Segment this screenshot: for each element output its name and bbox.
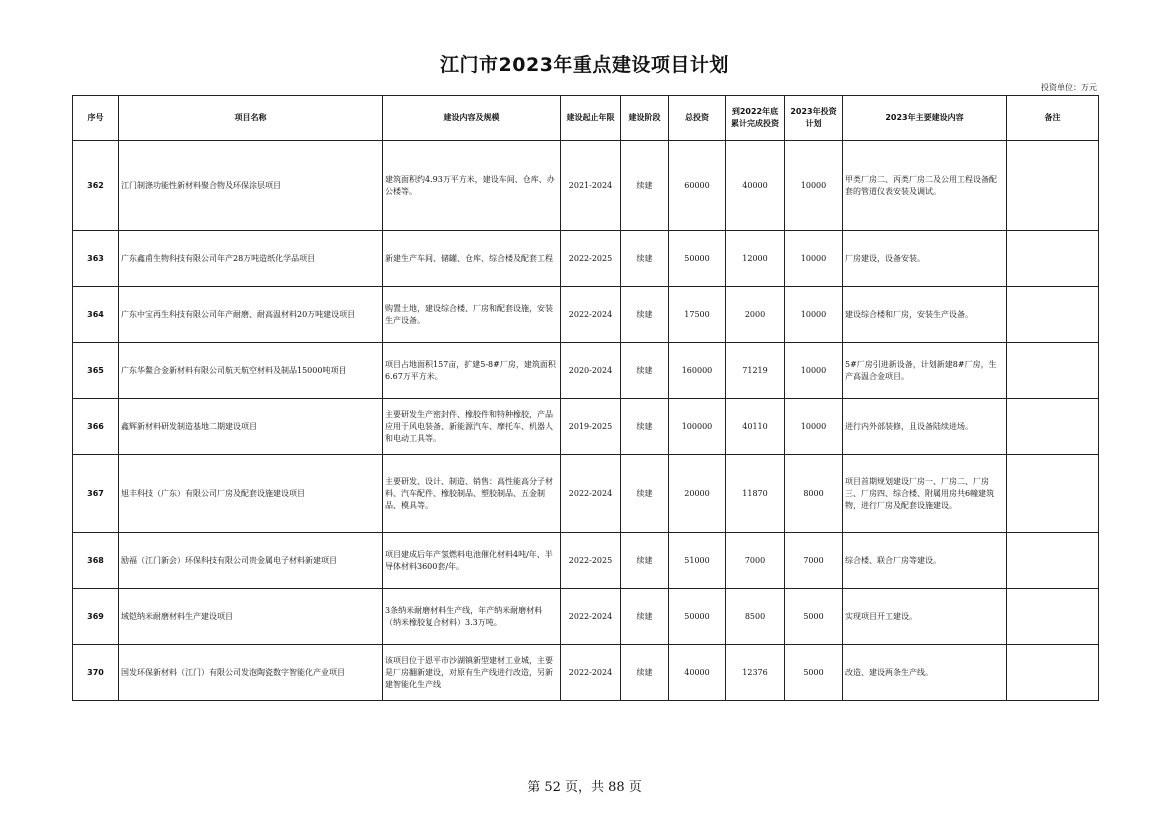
cell-plan: 8000 xyxy=(785,455,843,533)
cell-done: 12000 xyxy=(726,231,785,287)
cell-period: 2020-2024 xyxy=(561,343,621,399)
cell-content: 购置土地，建设综合楼、厂房和配套设施，安装生产设备。 xyxy=(383,287,561,343)
cell-name: 广东中宝再生科技有限公司年产耐磨、耐高温材料20万吨建设项目 xyxy=(119,287,383,343)
cell-seq: 366 xyxy=(73,399,119,455)
cell-seq: 368 xyxy=(73,533,119,589)
cell-stage: 续建 xyxy=(621,231,669,287)
cell-content: 建筑面积约4.93万平方米，建设车间、仓库、办公楼等。 xyxy=(383,141,561,231)
cell-note xyxy=(1007,399,1099,455)
cell-note xyxy=(1007,589,1099,645)
header-done: 到2022年底累计完成投资 xyxy=(726,96,785,141)
cell-name: 国发环保新材料（江门）有限公司发泡陶瓷数字智能化产业项目 xyxy=(119,645,383,701)
cell-done: 40110 xyxy=(726,399,785,455)
header-note: 备注 xyxy=(1007,96,1099,141)
project-plan-table xyxy=(72,95,1099,701)
cell-stage: 续建 xyxy=(621,589,669,645)
cell-done: 12376 xyxy=(726,645,785,701)
cell-note xyxy=(1007,287,1099,343)
cell-stage: 续建 xyxy=(621,399,669,455)
cell-stage: 续建 xyxy=(621,455,669,533)
cell-name: 鑫辉新材料研发制造基地二期建设项目 xyxy=(119,399,383,455)
cell-plan: 5000 xyxy=(785,589,843,645)
cell-content: 该项目位于恩平市沙湖镇新型建材工业城，主要是厂房翻新建设，对原有生产线进行改造，另新建智能化生产线 xyxy=(383,645,561,701)
cell-stage: 续建 xyxy=(621,533,669,589)
cell-total: 60000 xyxy=(669,141,726,231)
table-row xyxy=(73,399,1099,455)
cell-seq: 365 xyxy=(73,343,119,399)
table-row xyxy=(73,589,1099,645)
cell-note xyxy=(1007,231,1099,287)
cell-content: 主要研发生产密封件、橡胶件和特种橡胶，产品应用于风电装备、新能源汽车、摩托车、机器人和电动工具等。 xyxy=(383,399,561,455)
cell-seq: 363 xyxy=(73,231,119,287)
cell-name: 广东华鳌合金新材料有限公司航天航空材料及制品15000吨项目 xyxy=(119,343,383,399)
cell-period: 2022-2025 xyxy=(561,231,621,287)
cell-period: 2019-2025 xyxy=(561,399,621,455)
cell-total: 100000 xyxy=(669,399,726,455)
cell-main: 进行内外部装修，且设备陆续进场。 xyxy=(843,399,1007,455)
cell-done: 71219 xyxy=(726,343,785,399)
cell-period: 2022-2024 xyxy=(561,287,621,343)
cell-name: 励福（江门新会）环保科技有限公司贵金属电子材料新建项目 xyxy=(119,533,383,589)
cell-total: 50000 xyxy=(669,589,726,645)
cell-done: 2000 xyxy=(726,287,785,343)
cell-seq: 367 xyxy=(73,455,119,533)
cell-plan: 10000 xyxy=(785,343,843,399)
header-main: 2023年主要建设内容 xyxy=(843,96,1007,141)
cell-main: 综合楼、联合厂房等建设。 xyxy=(843,533,1007,589)
cell-main: 项目首期规划建设厂房一、厂房二、厂房三、厂房四、综合楼、附属用房共6幢建筑物，进行厂房及配套设施建设。 xyxy=(843,455,1007,533)
cell-done: 11870 xyxy=(726,455,785,533)
page-title: 江门市2023年重点建设项目计划 xyxy=(440,54,729,76)
cell-stage: 续建 xyxy=(621,645,669,701)
cell-total: 50000 xyxy=(669,231,726,287)
cell-name: 旭丰科技（广东）有限公司厂房及配套设施建设项目 xyxy=(119,455,383,533)
cell-content: 新建生产车间、储罐、仓库、综合楼及配套工程 xyxy=(383,231,561,287)
cell-main: 建设综合楼和厂房，安装生产设备。 xyxy=(843,287,1007,343)
cell-plan: 10000 xyxy=(785,141,843,231)
table-row xyxy=(73,141,1099,231)
cell-seq: 364 xyxy=(73,287,119,343)
cell-name: 江门制涤功能性新材料聚合物及环保涂层项目 xyxy=(119,141,383,231)
page-number: 第 52 页，共 88 页 xyxy=(527,780,642,795)
cell-plan: 10000 xyxy=(785,287,843,343)
cell-note xyxy=(1007,455,1099,533)
cell-note xyxy=(1007,141,1099,231)
cell-plan: 10000 xyxy=(785,399,843,455)
cell-main: 5#厂房引进新设备，计划新建8#厂房，生产高温合金项目。 xyxy=(843,343,1007,399)
cell-content: 项目占地面积157亩，扩建5-8#厂房，建筑面积6.67万平方米。 xyxy=(383,343,561,399)
cell-seq: 370 xyxy=(73,645,119,701)
cell-done: 40000 xyxy=(726,141,785,231)
header-plan: 2023年投资计划 xyxy=(785,96,843,141)
cell-plan: 10000 xyxy=(785,231,843,287)
cell-plan: 5000 xyxy=(785,645,843,701)
cell-total: 20000 xyxy=(669,455,726,533)
header-name: 项目名称 xyxy=(119,96,383,141)
cell-period: 2021-2024 xyxy=(561,141,621,231)
cell-main: 改造、建设两条生产线。 xyxy=(843,645,1007,701)
table-row xyxy=(73,533,1099,589)
cell-name: 广东鑫甫生物科技有限公司年产28万吨造纸化学品项目 xyxy=(119,231,383,287)
cell-main: 厂房建设，设备安装。 xyxy=(843,231,1007,287)
cell-note xyxy=(1007,343,1099,399)
cell-total: 40000 xyxy=(669,645,726,701)
cell-seq: 369 xyxy=(73,589,119,645)
cell-stage: 续建 xyxy=(621,141,669,231)
header-total: 总投资 xyxy=(669,96,726,141)
cell-main: 甲类厂房二、丙类厂房二及公用工程设备配套的管道仪表安装及调试。 xyxy=(843,141,1007,231)
cell-note xyxy=(1007,533,1099,589)
cell-note xyxy=(1007,645,1099,701)
cell-stage: 续建 xyxy=(621,287,669,343)
table-row xyxy=(73,343,1099,399)
cell-content: 3条纳米耐磨材料生产线，年产纳米耐磨材料（纳米橡胶复合材料）3.3万吨。 xyxy=(383,589,561,645)
table-row xyxy=(73,455,1099,533)
cell-done: 7000 xyxy=(726,533,785,589)
cell-period: 2022-2024 xyxy=(561,455,621,533)
table-row xyxy=(73,231,1099,287)
cell-done: 8500 xyxy=(726,589,785,645)
header-period: 建设起止年限 xyxy=(561,96,621,141)
table-row xyxy=(73,645,1099,701)
cell-period: 2022-2025 xyxy=(561,533,621,589)
cell-content: 项目建成后年产氢燃料电池催化材料4吨/年、半导体材料3600套/年。 xyxy=(383,533,561,589)
investment-unit-label: 投资单位：万元 xyxy=(1041,83,1097,92)
cell-period: 2022-2024 xyxy=(561,589,621,645)
cell-main: 实现项目开工建设。 xyxy=(843,589,1007,645)
header-seq: 序号 xyxy=(73,96,119,141)
cell-content: 主要研发、设计、制造、销售：高性能高分子材料、汽车配件、橡胶制品、塑胶制品、五金制品、模具等。 xyxy=(383,455,561,533)
cell-period: 2022-2024 xyxy=(561,645,621,701)
table-row xyxy=(73,287,1099,343)
cell-name: 域铠纳米耐磨材料生产建设项目 xyxy=(119,589,383,645)
cell-total: 51000 xyxy=(669,533,726,589)
table-header-row xyxy=(73,96,1099,141)
cell-seq: 362 xyxy=(73,141,119,231)
cell-total: 160000 xyxy=(669,343,726,399)
cell-plan: 7000 xyxy=(785,533,843,589)
header-content: 建设内容及规模 xyxy=(383,96,561,141)
header-stage: 建设阶段 xyxy=(621,96,669,141)
cell-stage: 续建 xyxy=(621,343,669,399)
cell-total: 17500 xyxy=(669,287,726,343)
